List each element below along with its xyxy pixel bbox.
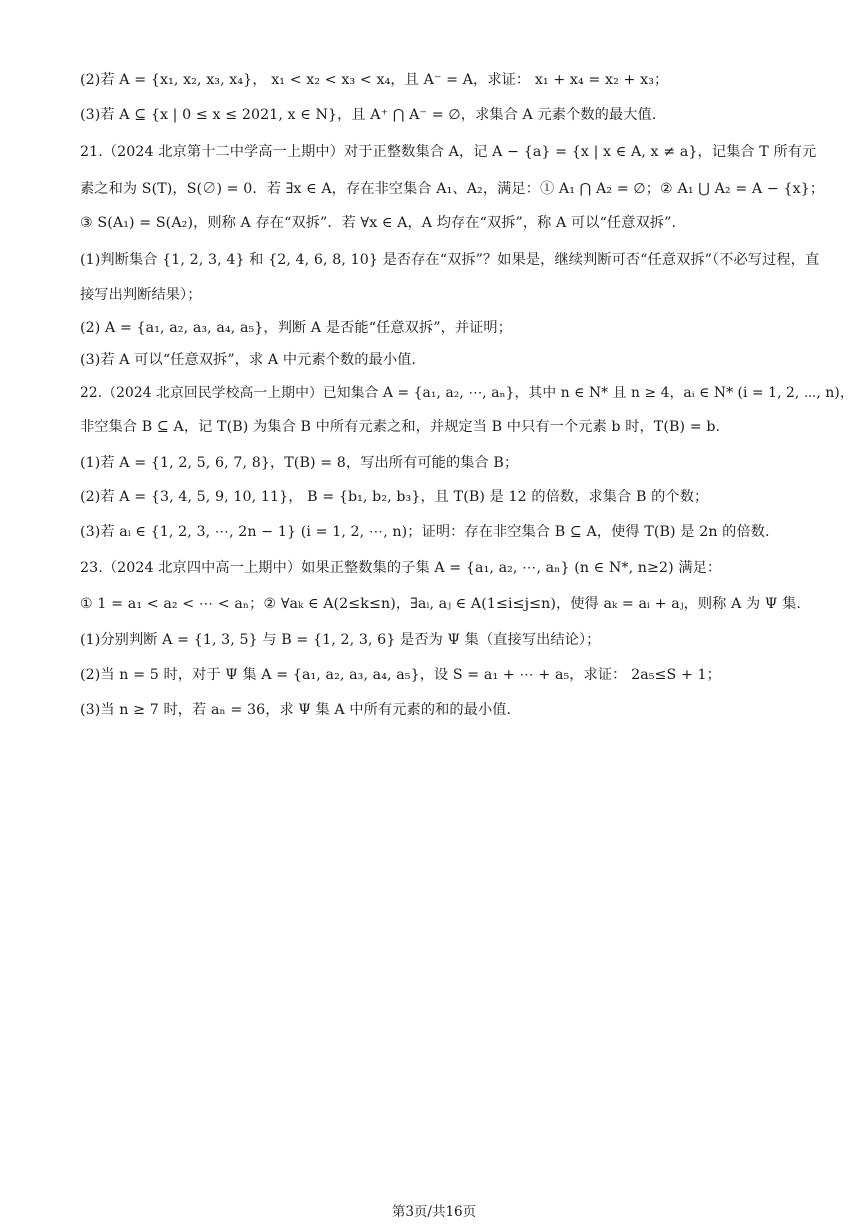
text-line: (1)判断集合 {1, 2, 3, 4} 和 {2, 4, 6, 8, 10} 是否存在“双拆”？如果是，继续判断可否“任意双拆”（不必写过程，直 — [80, 252, 820, 268]
text-line: 素之和为 S(T)，S(∅) = 0．若 ∃x ∈ A，存在非空集合 A₁、A₂，满足：① A₁ ⋂ A₂ = ∅；② A₁ ⋃ A₂ = A − {x}； — [80, 181, 825, 197]
text-line: (2) A = {a₁, a₂, a₃, a₄, a₅}，判断 A 是否能“任意双拆”，并证明； — [80, 320, 513, 336]
text-line: (3)当 n ≥ 7 时，若 aₙ = 36，求 Ψ 集 A 中所有元素的和的最小值. — [80, 702, 512, 718]
text-line: 接写出判断结果）； — [80, 287, 202, 303]
text-line: (2)若 A = {x₁, x₂, x₃, x₄}， x₁ < x₂ < x₃ < x₄，且 A⁻ = A，求证： x₁ + x₄ = x₂ + x₃； — [80, 72, 669, 88]
text-line: (3)若 aᵢ ∈ {1, 2, 3, ⋯, 2n − 1} (i = 1, 2, ⋯, n)；证明：存在非空集合 B ⊆ A，使得 T(B) 是 2n 的倍数. — [80, 524, 770, 540]
text-line: (1)分别判断 A = {1, 3, 5} 与 B = {1, 2, 3, 6} 是否为 Ψ 集（直接写出结论）； — [80, 632, 601, 648]
page-number-footer: 第3页/共16页 — [391, 1204, 477, 1220]
text-line: (3)若 A 可以“任意双拆”，求 A 中元素个数的最小值. — [80, 352, 417, 368]
problem-21-heading: 21.（2024 北京第十二中学高一上期中）对于正整数集合 A，记 A − {a} = {x | x ∈ A, x ≠ a}，记集合 T 所有元 — [80, 144, 817, 160]
problem-23-heading: 23.（2024 北京四中高一上期中）如果正整数集的子集 A = {a₁, a₂, ⋯, aₙ} (n ∈ N*, n≥2) 满足： — [80, 560, 722, 576]
text-line: (2)若 A = {3, 4, 5, 9, 10, 11}， B = {b₁, b₂, b₃}，且 T(B) 是 12 的倍数，求集合 B 的个数； — [80, 489, 709, 505]
problem-22-heading: 22.（2024 北京回民学校高一上期中）已知集合 A = {a₁, a₂, ⋯, aₙ}，其中 n ∈ N* 且 n ≥ 4，aᵢ ∈ N* (i = 1, 2, ⋯, n)， — [80, 385, 854, 401]
text-line: ① 1 = a₁ < a₂ < ⋯ < aₙ；② ∀aₖ ∈ A(2≤k≤n)，∃aᵢ, aⱼ ∈ A(1≤i≤j≤n)，使得 aₖ = aᵢ + aⱼ，则称 A 为 Ψ 集. — [80, 596, 801, 612]
text-line: ③ S(A₁) = S(A₂)，则称 A 存在“双拆”．若 ∀x ∈ A，A 均存在“双拆”，称 A 可以“任意双拆”. — [80, 215, 677, 231]
text-line: (1)若 A = {1, 2, 5, 6, 7, 8}，T(B) = 8，写出所有可能的集合 B； — [80, 455, 519, 471]
text-line: (3)若 A ⊆ {x | 0 ≤ x ≤ 2021, x ∈ N}，且 A⁺ ⋂ A⁻ = ∅，求集合 A 元素个数的最大值. — [80, 107, 657, 123]
text-line: 非空集合 B ⊆ A，记 T(B) 为集合 B 中所有元素之和，并规定当 B 中只有一个元素 b 时，T(B) = b. — [80, 419, 721, 435]
text-line: (2)当 n = 5 时，对于 Ψ 集 A = {a₁, a₂, a₃, a₄, a₅}，设 S = a₁ + ⋯ + a₅，求证： 2a₅≤S + 1； — [80, 667, 721, 683]
